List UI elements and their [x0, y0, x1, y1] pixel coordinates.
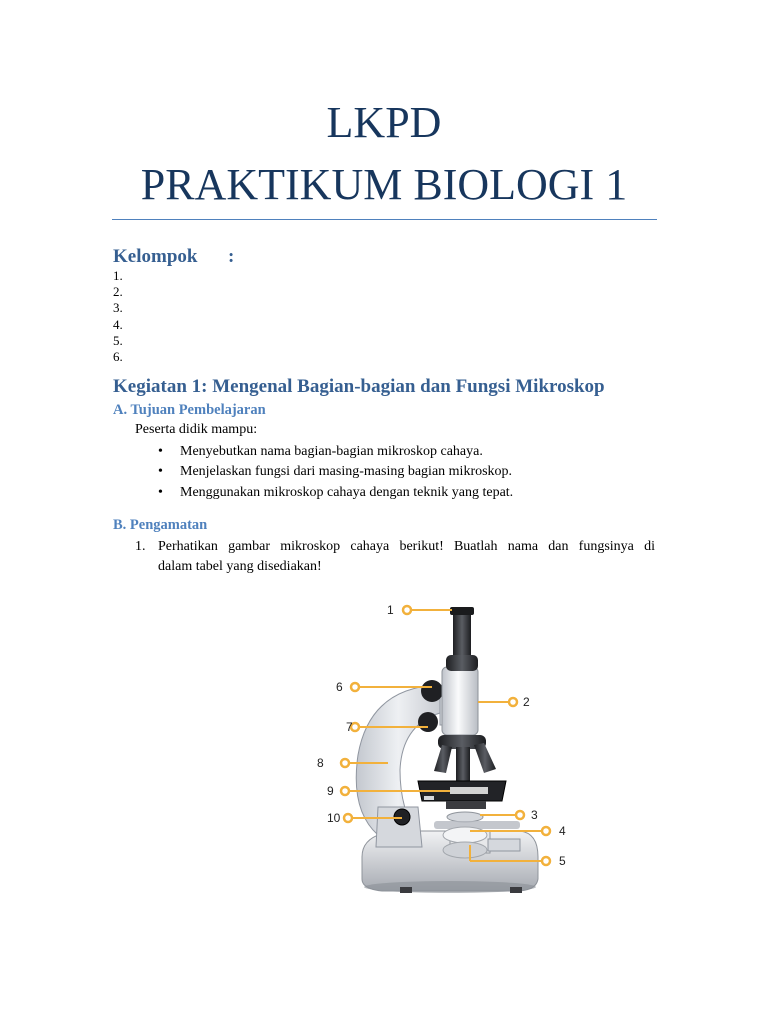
- callout-label-6: 6: [336, 680, 343, 694]
- callout-dot: [341, 787, 349, 795]
- objective-item: Menggunakan mikroskop cahaya dengan teknik yang tepat.: [180, 485, 514, 500]
- member-number: 3.: [113, 300, 123, 315]
- objectives-intro: Peserta didik mampu:: [135, 422, 258, 437]
- bullet-icon: •: [158, 485, 163, 500]
- bullet-icon: •: [158, 444, 163, 459]
- callout-label-7: 7: [346, 720, 353, 734]
- callout-dot: [509, 698, 517, 706]
- observation-item-line1: Perhatikan gambar mikroskop cahaya berikut! Buatlah nama dan fungsinya di: [158, 539, 655, 554]
- section-b-heading: B. Pengamatan: [113, 517, 208, 533]
- member-number: 5.: [113, 333, 123, 348]
- title-divider: [112, 219, 657, 220]
- bullet-icon: •: [158, 464, 163, 479]
- kelompok-heading: Kelompok: [113, 246, 198, 267]
- observation-item-line2: dalam tabel yang disediakan!: [158, 559, 322, 574]
- member-number: 6.: [113, 349, 123, 364]
- objective-item: Menjelaskan fungsi dari masing-masing bagian mikroskop.: [180, 464, 513, 479]
- callout-label-9: 9: [327, 784, 334, 798]
- microscope-illustration: [300, 595, 590, 900]
- callout-label-10: 10: [327, 811, 341, 825]
- callout-dot: [351, 683, 359, 691]
- callout-label-1: 1: [387, 603, 394, 617]
- activity-title: Kegiatan 1: Mengenal Bagian-bagian dan Fungsi Mikroskop: [113, 376, 605, 397]
- member-number: 4.: [113, 317, 123, 332]
- kelompok-colon: :: [228, 246, 235, 267]
- callout-label-2: 2: [523, 695, 530, 709]
- callout-label-8: 8: [317, 756, 324, 770]
- microscope-figure: [300, 595, 590, 905]
- member-number: 2.: [113, 284, 123, 299]
- callout-dot: [542, 827, 550, 835]
- observation-item-number: 1.: [135, 539, 146, 554]
- callout-dot: [516, 811, 524, 819]
- page-title-lkpd: LKPD: [326, 98, 442, 147]
- section-a-heading: A. Tujuan Pembelajaran: [113, 402, 266, 418]
- callout-label-4: 4: [559, 824, 566, 838]
- callout-dot: [542, 857, 550, 865]
- callout-label-3: 3: [531, 808, 538, 822]
- page-title-praktikum: PRAKTIKUM BIOLOGI 1: [140, 160, 628, 209]
- objective-item: Menyebutkan nama bagian-bagian mikroskop cahaya.: [180, 444, 483, 459]
- callout-dot: [341, 759, 349, 767]
- callout-label-5: 5: [559, 854, 566, 868]
- member-number: 1.: [113, 268, 123, 283]
- callout-dot: [403, 606, 411, 614]
- callout-dot: [344, 814, 352, 822]
